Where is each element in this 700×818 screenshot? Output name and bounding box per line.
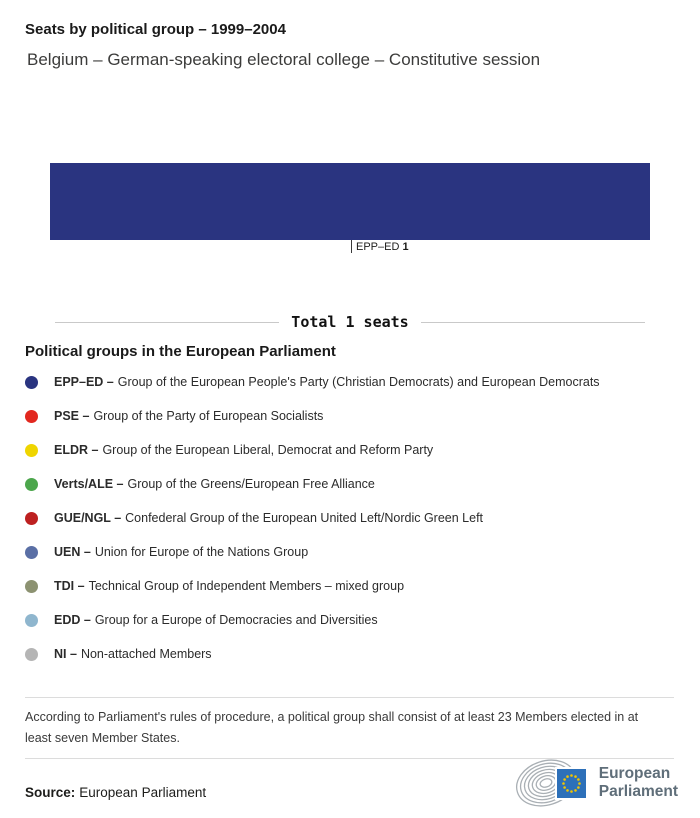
group-desc: Union for Europe of the Nations Group	[94, 545, 309, 559]
tick-label	[356, 241, 409, 253]
legend-item-edd	[25, 603, 680, 637]
group-desc: Group of the European People's Party (Christian Democrats) and European Democrats	[117, 375, 600, 389]
legend-heading: Political groups in the European Parliament	[25, 343, 336, 360]
group-desc: Non-attached Members	[80, 647, 212, 661]
total-seats-label: Total 1 seats	[291, 313, 409, 331]
group-abbr: PSE –	[54, 409, 90, 423]
group-abbr: ELDR –	[54, 443, 99, 457]
chart-subtitle: Belgium – German-speaking electoral college – Constitutive session	[27, 50, 541, 69]
legend	[25, 365, 680, 671]
logo-text-line1: European	[598, 765, 671, 783]
legend-item-verts-ale	[25, 467, 680, 501]
legend-item-ni	[25, 637, 680, 671]
logo-text	[599, 765, 678, 801]
group-color-dot	[25, 614, 38, 627]
seat-bar-epp-ed	[50, 163, 650, 240]
group-color-dot	[25, 444, 38, 457]
legend-item-pse	[25, 399, 680, 433]
group-color-dot	[25, 580, 38, 593]
group-color-dot	[25, 376, 38, 389]
group-abbr: EDD –	[54, 613, 91, 627]
group-abbr: Verts/ALE –	[54, 477, 124, 491]
divider-line-right	[421, 322, 645, 323]
source-label: Source:	[25, 785, 76, 800]
footnote-text: According to Parliament's rules of procedure, a political group shall consist of at least 23 Members elected in at least seven Member States.	[25, 710, 639, 745]
group-abbr: TDI –	[54, 579, 85, 593]
group-desc: Group of the European Liberal, Democrat and Reform Party	[102, 443, 434, 457]
total-divider	[55, 313, 645, 331]
group-abbr: EPP–ED –	[54, 375, 114, 389]
footnote-box	[25, 697, 674, 759]
legend-item-uen	[25, 535, 680, 569]
legend-item-eldr	[25, 433, 680, 467]
axis-tick	[351, 240, 352, 253]
group-color-dot	[25, 648, 38, 661]
hemicycle-icon	[514, 758, 592, 808]
group-desc: Group of the Party of European Socialists	[93, 409, 324, 423]
source-line	[25, 785, 206, 800]
logo-text-line2: Parliament	[598, 783, 678, 800]
group-color-dot	[25, 546, 38, 559]
group-abbr: GUE/NGL –	[54, 511, 122, 525]
legend-item-tdi	[25, 569, 680, 603]
legend-item-gue-ngl	[25, 501, 680, 535]
group-color-dot	[25, 512, 38, 525]
legend-item-epp-ed	[25, 365, 680, 399]
group-desc: Group for a Europe of Democracies and Diversities	[94, 613, 378, 627]
group-abbr: NI –	[54, 647, 77, 661]
european-parliament-logo	[514, 758, 678, 808]
chart-title: Seats by political group – 1999–2004	[25, 21, 286, 38]
group-desc: Group of the Greens/European Free Alliance	[127, 477, 375, 491]
eu-flag-icon	[556, 768, 587, 799]
group-desc: Technical Group of Independent Members – mixed group	[88, 579, 405, 593]
tick-group-name: EPP–ED	[356, 241, 403, 253]
group-abbr: UEN –	[54, 545, 91, 559]
group-color-dot	[25, 478, 38, 491]
group-color-dot	[25, 410, 38, 423]
group-desc: Confederal Group of the European United Left/Nordic Green Left	[125, 511, 484, 525]
source-text: European Parliament	[79, 785, 207, 800]
divider-line-left	[55, 322, 279, 323]
tick-value: 1	[402, 241, 409, 253]
